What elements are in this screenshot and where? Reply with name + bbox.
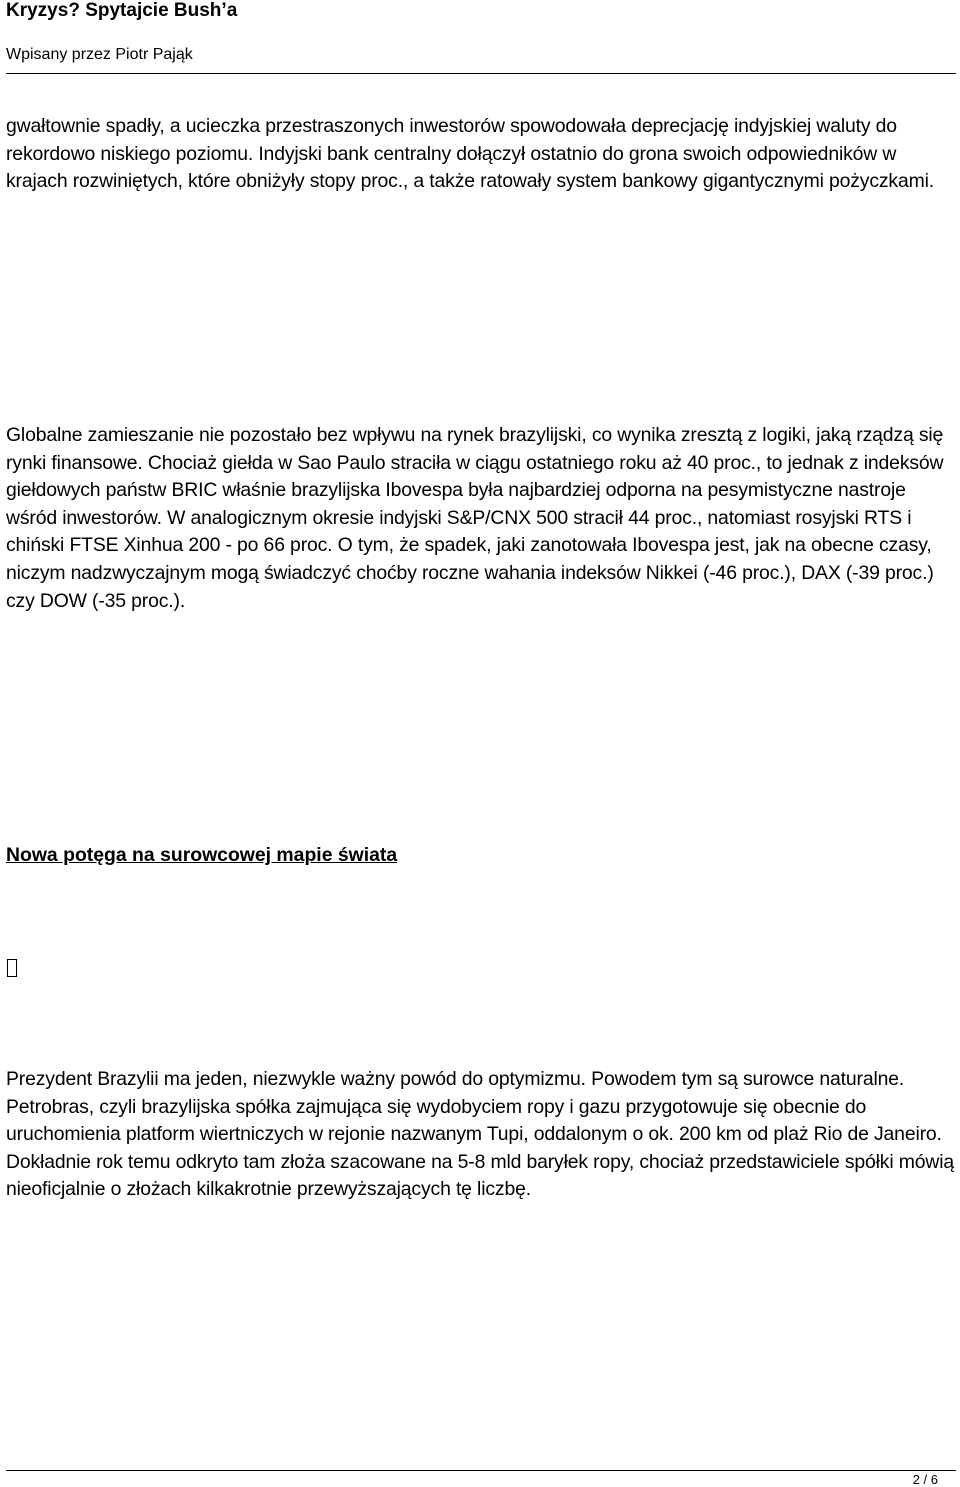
header-divider xyxy=(6,73,956,74)
document-title: Kryzys? Spytajcie Bush’a xyxy=(6,0,238,21)
footer-divider xyxy=(6,1470,956,1471)
paragraph-india-markets: gwałtownie spadły, a ucieczka przestraszonych inwestorów spowodowała deprecjację indyjskiej waluty do rekordowo niskiego poziomu. Indyjski bank centralny dołączył ostatnio do grona swoich odpowiedników w krajach rozwiniętych, które obniżyły stopy proc., a także ratowały system bankowy gigantycznymi pożyczkami. xyxy=(6,115,934,193)
author-line: Wpisany przez Piotr Pająk xyxy=(6,46,193,63)
missing-image-icon xyxy=(7,959,17,977)
section-heading: Nowa potęga na surowcowej mapie świata xyxy=(6,844,398,866)
page-number: 2 / 6 xyxy=(912,1472,938,1487)
paragraph-natural-resources: Prezydent Brazylii ma jeden, niezwykle ważny powód do optymizmu. Powodem tym są surowce naturalne. Petrobras, czyli brazylijska spółka zajmująca się wydobyciem ropy i gazu przygotowuje się obecnie do uruchomienia platform wiertniczych w rejonie nazwanym Tupi, oddalonym o ok. 200 km od plaż Rio de Janeiro. Dokładnie rok temu odkryto tam złoża szacowane na 5-8 mld baryłek ropy, chociaż przedstawiciele spółki mówią nieoficjalnie o złożach kilkakrotnie przewyższających tę liczbę. xyxy=(6,1068,955,1201)
paragraph-brazil-markets: Globalne zamieszanie nie pozostało bez wpływu na rynek brazylijski, co wynika zresztą z logiki, jaką rządzą się rynki finansowe. Chociaż giełda w Sao Paulo straciła w ciągu ostatniego roku aż 40 proc., to jednak z indeksów giełdowych państw BRIC właśnie brazylijska Ibovespa była najbardziej odporna na pesymistyczne nastroje wśród inwestorów. W analogicznym okresie indyjski S&P/CNX 500 stracił 44 proc., natomiast rosyjski RTS i chiński FTSE Xinhua 200 - po 66 proc. O tym, że spadek, jaki zanotowała Ibovespa jest, jak na obecne czasy, niczym nadzwyczajnym mogą świadczyć choćby roczne wahania indeksów Nikkei (-46 proc.), DAX (-39 proc.) czy DOW (-35 proc.). xyxy=(6,424,944,612)
